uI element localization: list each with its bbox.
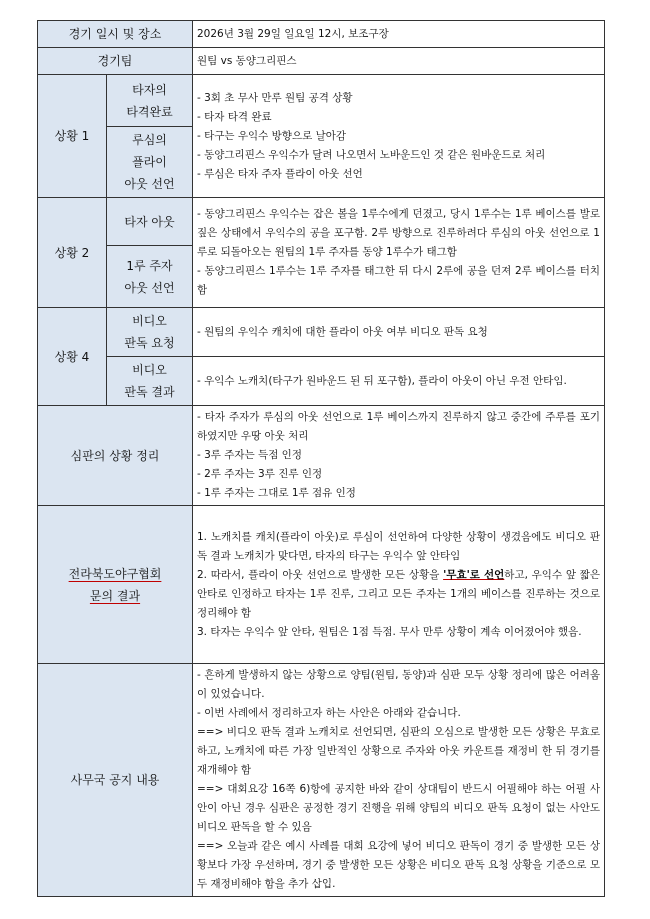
office-notice-label: 사무국 공지 내용 <box>38 664 193 897</box>
umpire-summary-label: 심판의 상황 정리 <box>38 406 193 506</box>
void-declaration-highlight: '무효'로 선언 <box>443 568 505 581</box>
situation4-video-result-text: - 우익수 노캐치(타구가 원바운드 된 뒤 포구함), 플라이 아웃이 아닌 우전 안타임. <box>193 357 605 406</box>
association-inquiry-text: 1. 노캐치를 캐치(플라이 아웃)로 루심이 선언하여 다양한 상황이 생겼음에도 비디오 판독 결과 노캐치가 맞다면, 타자의 타구는 우익수 앞 안타임 2. 따라서, 플라이 아웃 선언으로 발생한 모든 상황을 '무효'로 선언하고, 우익수 앞 짧은 안타로 인정하고 타자는 1루 진루, 그리고 모든 주자는 1개의 베이스를 진루하는 것으로 정리해야 함 3. 타자는 우익수 앞 안타, 원팀은 1점 득점. 무사 만루 상황이 계속 이어졌어야 했음. <box>193 506 605 664</box>
situation2-sub1-label: 타자 아웃 <box>107 198 193 246</box>
teams-label: 경기팀 <box>38 48 193 75</box>
umpire-summary-text: - 타자 주자가 루심의 아웃 선언으로 1루 베이스까지 진루하지 않고 중간에 주루를 포기하였지만 우땅 아웃 처리 - 3루 주자는 득점 인정 - 2루 주자는 3루 진루 인정 - 1루 주자는 그대로 1루 점유 인정 <box>193 406 605 506</box>
situation2-label: 상황 2 <box>38 198 107 308</box>
datetime-value: 2026년 3월 29일 일요일 12시, 보조구장 <box>193 21 605 48</box>
situation2-sub2-label: 1루 주자 아웃 선언 <box>107 246 193 308</box>
situation4-sub2-label: 비디오 판독 결과 <box>107 357 193 406</box>
situation2-description: - 동양그리핀스 우익수는 잡은 볼을 1루수에게 던졌고, 당시 1루수는 1루 베이스를 발로 짚은 상태에서 우익수의 공을 포구함. 2루 방향으로 진루하려다 루심의 아웃 선언으로 1루로 되돌아오는 원팀의 1루 주자를 동양 1루수가 태그함 - 동양그리핀스 1루수는 1루 주자를 태그한 뒤 다시 2루에 공을 던져 2루 베이스를 터치함 <box>193 198 605 308</box>
situation4-video-request-text: - 원팀의 우익수 캐치에 대한 플라이 아웃 여부 비디오 판독 요청 <box>193 308 605 357</box>
situation4-label: 상황 4 <box>38 308 107 406</box>
situation4-sub1-label: 비디오 판독 요청 <box>107 308 193 357</box>
incident-report-table <box>37 20 605 897</box>
teams-value: 원팀 vs 동양그리핀스 <box>193 48 605 75</box>
situation1-label: 상황 1 <box>38 75 107 198</box>
datetime-label: 경기 일시 및 장소 <box>38 21 193 48</box>
association-inquiry-label: 전라북도야구협회 문의 결과 <box>38 506 193 664</box>
situation1-sub2-label: 루심의 플라이 아웃 선언 <box>107 127 193 198</box>
situation1-description: - 3회 초 무사 만루 원팀 공격 상황 - 타자 타격 완료 - 타구는 우익수 방향으로 날아감 - 동양그리핀스 우익수가 달려 나오면서 노바운드인 것 같은 원바운드로 처리 - 루심은 타자 주자 플라이 아웃 선언 <box>193 75 605 198</box>
situation1-sub1-label: 타자의 타격완료 <box>107 75 193 127</box>
office-notice-text: - 흔하게 발생하지 않는 상황으로 양팀(원팀, 동양)과 심판 모두 상황 정리에 많은 어려움이 있었습니다. - 이번 사례에서 정리하고자 하는 사안은 아래와 같습니다. ==> 비디오 판독 결과 노캐치로 선언되면, 심판의 오심으로 발생한 모든 상황은 무효로 하고, 노캐치에 따른 가장 일반적인 상황으로 주자와 아웃 카운트를 재정비 한 뒤 경기를 재개해야 함 ==> 대회요강 16쪽 6)항에 공지한 바와 같이 상대팀이 반드시 어필해야 하는 어필 사안이 아닌 경우 심판은 공정한 경기 진행을 위해 양팀의 비디오 판독 요청이 없는 사안도 비디오 판독을 할 수 있음 ==> 오늘과 같은 예시 사례를 대회 요강에 넣어 비디오 판독이 경기 중 발생한 모든 상황보다 가장 우선하며, 경기 중 발생한 모든 상황은 비디오 판독 요청 상황을 기준으로 모두 재정비해야 함을 추가 삽입. <box>193 664 605 897</box>
